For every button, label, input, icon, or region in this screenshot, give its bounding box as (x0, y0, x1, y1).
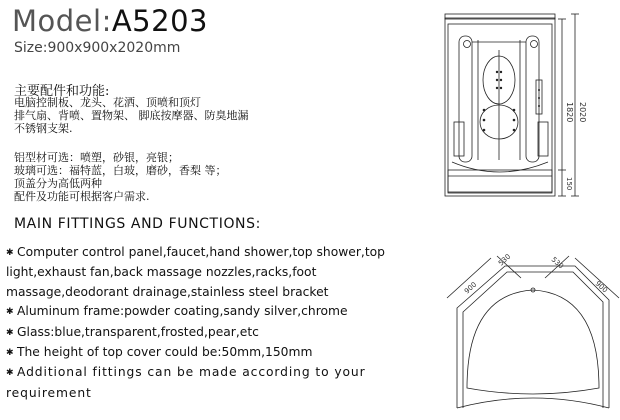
list-item (6, 323, 392, 343)
bullet-text: The height of top cover could be:50mm,150mm (17, 345, 313, 360)
plan-dim-left-label: 900 (462, 280, 479, 296)
list-item (6, 302, 392, 322)
list-item (6, 343, 392, 363)
chinese-line: 不锈钢支架. (14, 122, 73, 135)
chinese-line: 电脑控制板、龙头、花洒、顶喷和顶灯 (14, 96, 201, 109)
chinese-fittings (14, 96, 314, 135)
english-title: MAIN FITTINGS AND FUNCTIONS: (14, 216, 261, 232)
tray-outline (457, 266, 609, 408)
asterisk-icon: ✱ (6, 368, 15, 379)
bullet-text: Glass:blue,transparent,frosted,pear,etc (17, 324, 259, 339)
bullet-text: Additional fittings can be made according to your requirement (6, 365, 366, 400)
plan-door-left-label: 530 (496, 252, 513, 268)
list-item (6, 243, 392, 302)
chinese-line: 玻璃可选：福特蓝，白玻，磨砂，香梨 等； (14, 164, 227, 177)
asterisk-icon: ✱ (6, 327, 14, 338)
plan-dim-right-label: 900 (593, 279, 609, 295)
bullet-text: Computer control panel,faucet,hand shower,top shower,top light,exhaust fan,back massage nozzles,racks,foot massage,deodorant drainage,stainless steel bracket (6, 245, 385, 299)
model-heading (12, 4, 208, 38)
dim-total-label: 2020 (578, 102, 587, 123)
size-text: Size:900x900x2020mm (14, 40, 181, 56)
chinese-line: 配件及功能可根据客户需求. (14, 190, 150, 203)
plan-door-right-label: 530 (549, 255, 565, 271)
chinese-line: 顶盖分为高低两种 (14, 177, 102, 190)
plan-view-drawing (445, 238, 620, 420)
front-elevation-drawing (440, 10, 620, 210)
asterisk-icon: ✱ (6, 307, 14, 318)
asterisk-icon: ✱ (6, 248, 14, 258)
chinese-line: 铝型材可选：喷塑，砂银，亮银； (14, 151, 179, 164)
dim-base-label: 150 (565, 177, 573, 191)
cabinet-outline (445, 18, 555, 196)
chinese-title: 主要配件和功能: (14, 84, 110, 99)
shower-base (448, 170, 552, 192)
model-label: Model: (12, 4, 112, 38)
dim-main-label: 1820 (565, 102, 574, 123)
english-bullet-list (6, 243, 392, 403)
asterisk-icon: ✱ (6, 348, 14, 359)
model-number: A5203 (111, 4, 208, 38)
bullet-text: Aluminum frame:powder coating,sandy silver,chrome (17, 304, 348, 319)
basin-outline (467, 290, 599, 394)
chinese-options (14, 151, 314, 203)
list-item (6, 363, 392, 403)
chinese-line: 排气扇、背喷、置物架、 脚底按摩器、防臭地漏 (14, 109, 249, 122)
